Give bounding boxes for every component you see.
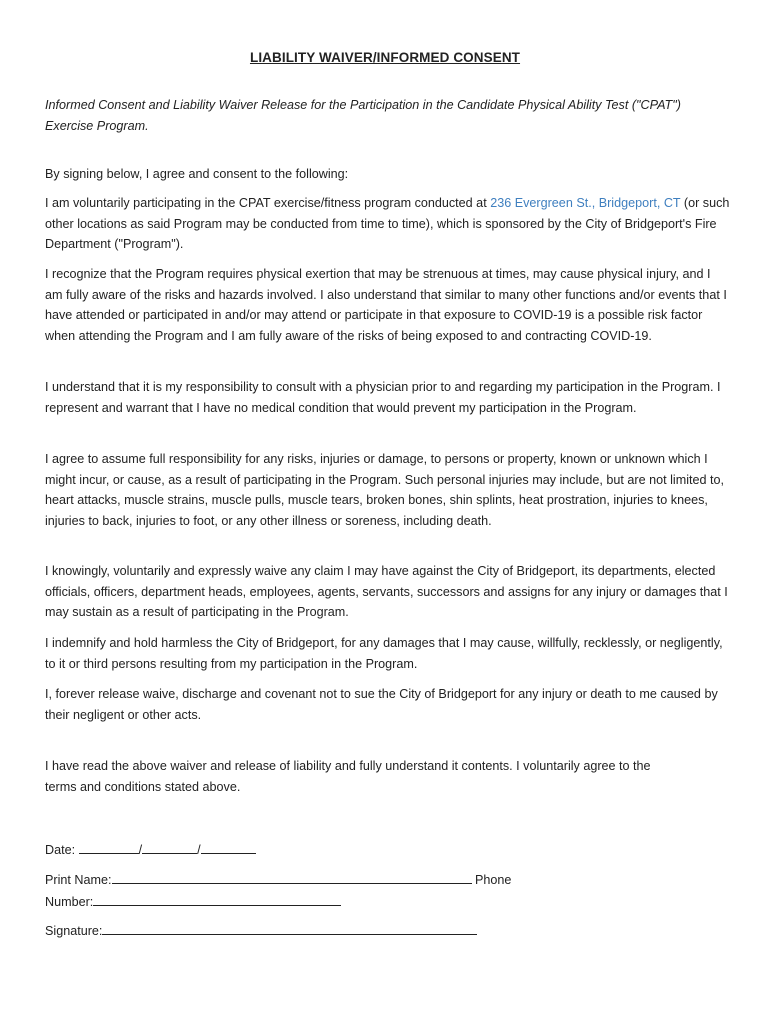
phone-label: Phone Number: [45,873,512,909]
print-name-line [45,869,545,912]
address-link[interactable]: 236 Evergreen St., Bridgeport, CT [490,196,681,210]
release-paragraph: I, forever release waive, discharge and covenant not to sue the City of Bridgeport for any injury or death to me caused by their negligent or other acts. [45,687,718,722]
indemnify-paragraph: I indemnify and hold harmless the City of Bridgeport, for any damages that I may cause, willfully, recklessly, or negligently, to it or third persons resulting from my participation in the Program. [45,636,723,671]
print-name-label: Print Name: [45,873,112,887]
participation-text-start: I am voluntarily participating in the CPAT exercise/fitness program conducted at [45,196,491,210]
date-label: Date: [45,843,76,857]
document-title: LIABILITY WAIVER/INFORMED CONSENT [249,50,521,65]
participation-paragraph [45,193,730,255]
print-name-field[interactable] [112,869,472,884]
date-line [45,839,730,861]
signature-field[interactable] [102,920,477,935]
responsibility-paragraph: I agree to assume full responsibility for any risks, injuries or damage, to persons or property, known or unknown which I might incur, or cause, as a result of participating in the Program. Such personal injuries may include, but are not limited to, heart attacks, muscle strains, muscle pulls, muscle tears, broken bones, shin splints, heat prostration, injuries to knees, injuries to back, injuries to foot, or any other illness or soreness, including death. [45,452,725,528]
physician-paragraph: I understand that it is my responsibility to consult with a physician prior to and regarding my participation in the Program. I represent and warrant that I have no medical condition that would prevent my participation in the Program. [45,380,721,415]
date-separator: / [138,843,143,857]
date-month-field[interactable] [79,839,139,854]
date-year-field[interactable] [201,839,256,854]
signature-label: Signature: [45,924,103,938]
risk-paragraph: I recognize that the Program requires physical exertion that may be strenuous at times, may cause physical injury, and I am fully aware of the risks and hazards involved. I also understand that similar to many other functions and/or events that I have attended or participated in and/or may attend or participate in that exposure to COVID-19 is a possible risk factor when attending the Program and I am fully aware of the risks of being exposed to and contracting COVID-19. [45,267,727,343]
participation-text-end: (or such other locations as said Program may be conducted from time to time), which is sponsored by the City of Bridgeport's Fire Department ("Program"). [45,196,730,252]
date-day-field[interactable] [142,839,197,854]
date-separator: / [197,843,201,857]
phone-field[interactable] [93,891,341,906]
signature-line [45,920,730,942]
intro-paragraph: Informed Consent and Liability Waiver Release for the Participation in the Candidate Physical Ability Test ("CPAT") Exercise Program. [45,98,681,133]
waiver-paragraph: I knowingly, voluntarily and expressly waive any claim I may have against the City of Bridgeport, its departments, elected officials, officers, department heads, employees, agents, servants, successors and assigns for any injury or damages that I may sustain as a result of participating in the Program. [45,564,728,620]
acknowledgement-paragraph: I have read the above waiver and release of liability and fully understand it contents. I voluntarily agree to the terms and conditions stated above. [45,759,651,794]
lead-paragraph: By signing below, I agree and consent to the following: [45,167,349,181]
